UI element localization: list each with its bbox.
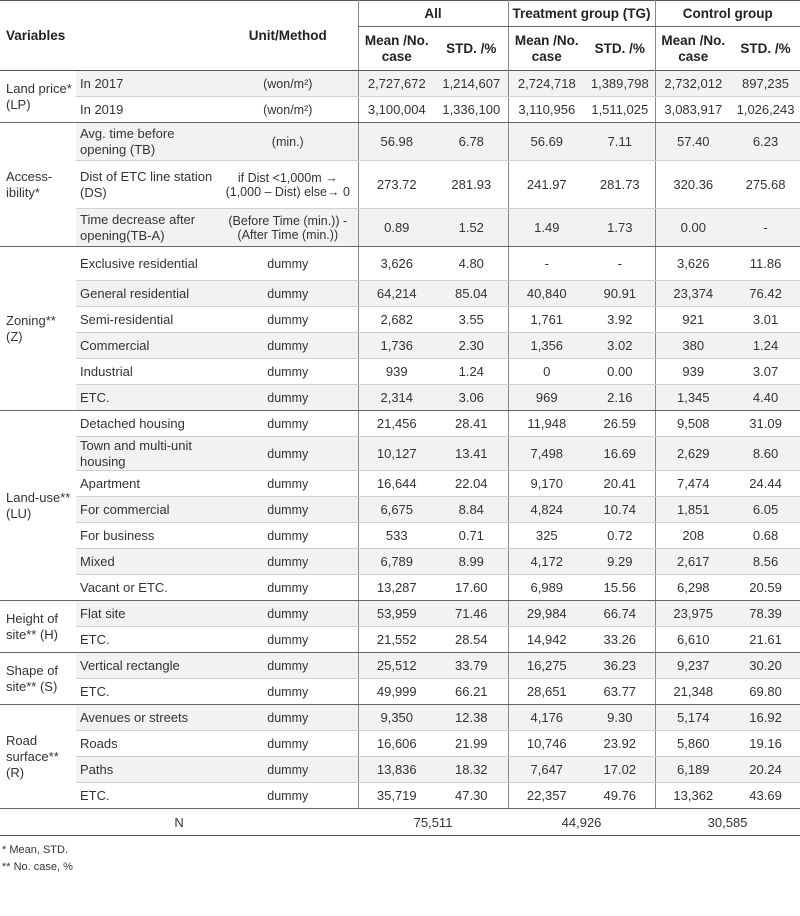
mean-cell: 5,174 — [655, 705, 731, 731]
table-row — [0, 627, 800, 653]
table-row — [0, 281, 800, 307]
std-cell: 21.99 — [435, 731, 508, 757]
mean-cell: 0.89 — [358, 209, 435, 247]
mean-cell: 2,724,718 — [508, 71, 585, 97]
std-cell: 78.39 — [731, 601, 800, 627]
variable-sub-label: Industrial — [76, 359, 218, 385]
mean-cell: 57.40 — [655, 123, 731, 161]
table-row — [0, 385, 800, 411]
std-cell: 66.74 — [585, 601, 655, 627]
variable-sub-label: Exclusive residential — [76, 247, 218, 281]
mean-cell: 56.69 — [508, 123, 585, 161]
std-cell: 22.04 — [435, 471, 508, 497]
variable-sub-label: ETC. — [76, 627, 218, 653]
std-cell: 6.05 — [731, 497, 800, 523]
table-row — [0, 601, 800, 627]
unit-method-cell: dummy — [218, 437, 358, 471]
variable-sub-label: ETC. — [76, 783, 218, 809]
variable-sub-label: ETC. — [76, 679, 218, 705]
mean-cell: 9,237 — [655, 653, 731, 679]
mean-cell: 13,362 — [655, 783, 731, 809]
unit-method-cell: if Dist <1,000m → (1,000 – Dist) else→ 0 — [218, 161, 358, 209]
mean-cell: 1,851 — [655, 497, 731, 523]
mean-cell: 325 — [508, 523, 585, 549]
std-cell: 1,389,798 — [585, 71, 655, 97]
std-cell: 281.93 — [435, 161, 508, 209]
std-cell: 17.02 — [585, 757, 655, 783]
mean-cell: 2,727,672 — [358, 71, 435, 97]
std-cell: 90.91 — [585, 281, 655, 307]
mean-cell: 29,984 — [508, 601, 585, 627]
variable-group-label: Shape of site** (S) — [0, 653, 76, 705]
mean-cell: 21,348 — [655, 679, 731, 705]
mean-cell: 921 — [655, 307, 731, 333]
table-row — [0, 333, 800, 359]
table-row — [0, 247, 800, 281]
std-cell: - — [585, 247, 655, 281]
variable-sub-label: ETC. — [76, 385, 218, 411]
header-std: STD. /% — [446, 40, 497, 56]
footnotes — [0, 842, 800, 876]
mean-cell: 1.49 — [508, 209, 585, 247]
mean-cell: 7,498 — [508, 437, 585, 471]
mean-cell: 2,629 — [655, 437, 731, 471]
std-cell: 0.71 — [435, 523, 508, 549]
std-cell: 3.92 — [585, 307, 655, 333]
header-variables: Variables — [0, 1, 218, 71]
mean-cell: 25,512 — [358, 653, 435, 679]
mean-cell: 28,651 — [508, 679, 585, 705]
mean-cell: 7,647 — [508, 757, 585, 783]
std-cell: 49.76 — [585, 783, 655, 809]
variable-sub-label: Roads — [76, 731, 218, 757]
std-cell: 21.61 — [731, 627, 800, 653]
mean-cell: 1,736 — [358, 333, 435, 359]
table-row — [0, 731, 800, 757]
std-cell: 4.80 — [435, 247, 508, 281]
variable-sub-label: Paths — [76, 757, 218, 783]
std-cell: 31.09 — [731, 411, 800, 437]
unit-method-cell: dummy — [218, 783, 358, 809]
std-cell: 1,511,025 — [585, 97, 655, 123]
mean-cell: 49,999 — [358, 679, 435, 705]
unit-method-cell: dummy — [218, 549, 358, 575]
unit-method-cell: dummy — [218, 523, 358, 549]
std-cell: 8.99 — [435, 549, 508, 575]
mean-cell: 22,357 — [508, 783, 585, 809]
variable-sub-label: In 2017 — [76, 71, 218, 97]
unit-method-cell: (min.) — [218, 123, 358, 161]
std-cell: 1,214,607 — [435, 71, 508, 97]
mean-cell: 2,682 — [358, 307, 435, 333]
std-cell: 17.60 — [435, 575, 508, 601]
std-cell: - — [731, 209, 800, 247]
std-cell: 18.32 — [435, 757, 508, 783]
mean-cell: 11,948 — [508, 411, 585, 437]
mean-cell: 21,456 — [358, 411, 435, 437]
variable-group-label: Land price* (LP) — [0, 71, 76, 123]
unit-method-cell: dummy — [218, 731, 358, 757]
mean-cell: 6,610 — [655, 627, 731, 653]
mean-cell: 23,374 — [655, 281, 731, 307]
mean-cell: 53,959 — [358, 601, 435, 627]
table-row — [0, 71, 800, 97]
variable-sub-label: Avenues or streets — [76, 705, 218, 731]
mean-cell: 1,761 — [508, 307, 585, 333]
mean-cell: 273.72 — [358, 161, 435, 209]
mean-cell: 16,275 — [508, 653, 585, 679]
n-cg-value: 30,585 — [655, 809, 800, 836]
mean-cell: 533 — [358, 523, 435, 549]
std-cell: 0.68 — [731, 523, 800, 549]
std-cell: 3.06 — [435, 385, 508, 411]
mean-cell: 21,552 — [358, 627, 435, 653]
unit-method-cell: dummy — [218, 627, 358, 653]
header-control-group: Control group — [655, 1, 800, 27]
table-row — [0, 497, 800, 523]
mean-cell: 9,508 — [655, 411, 731, 437]
std-cell: 897,235 — [731, 71, 800, 97]
mean-cell: 64,214 — [358, 281, 435, 307]
std-cell: 3.02 — [585, 333, 655, 359]
variable-group-label: Access-ibility* — [0, 123, 76, 247]
std-cell: 12.38 — [435, 705, 508, 731]
std-cell: 47.30 — [435, 783, 508, 809]
mean-cell: 1,356 — [508, 333, 585, 359]
variable-sub-label: For commercial — [76, 497, 218, 523]
unit-method-cell: dummy — [218, 359, 358, 385]
std-cell: 26.59 — [585, 411, 655, 437]
unit-method-cell: dummy — [218, 653, 358, 679]
mean-cell: 2,617 — [655, 549, 731, 575]
std-cell: 9.30 — [585, 705, 655, 731]
std-cell: 23.92 — [585, 731, 655, 757]
mean-cell: 10,746 — [508, 731, 585, 757]
std-cell: 275.68 — [731, 161, 800, 209]
mean-cell: 6,789 — [358, 549, 435, 575]
mean-cell: 0.00 — [655, 209, 731, 247]
std-cell: 28.41 — [435, 411, 508, 437]
variable-sub-label: Semi-residential — [76, 307, 218, 333]
std-cell: 76.42 — [731, 281, 800, 307]
std-cell: 43.69 — [731, 783, 800, 809]
unit-method-cell: dummy — [218, 385, 358, 411]
header-unit-method: Unit/Method — [218, 1, 358, 71]
std-cell: 1,026,243 — [731, 97, 800, 123]
std-cell: 16.92 — [731, 705, 800, 731]
std-cell: 71.46 — [435, 601, 508, 627]
table-row — [0, 359, 800, 385]
mean-cell: 2,732,012 — [655, 71, 731, 97]
std-cell: 1.73 — [585, 209, 655, 247]
std-cell: 20.24 — [731, 757, 800, 783]
table-row — [0, 97, 800, 123]
mean-cell: 6,298 — [655, 575, 731, 601]
variable-sub-label: Detached housing — [76, 411, 218, 437]
unit-method-cell: dummy — [218, 471, 358, 497]
mean-cell: 35,719 — [358, 783, 435, 809]
variable-group-label: Zoning** (Z) — [0, 247, 76, 411]
table-row — [0, 523, 800, 549]
mean-cell: 13,287 — [358, 575, 435, 601]
treatment-group-label: Treatment group (TG) — [512, 6, 651, 21]
std-cell: 3.01 — [731, 307, 800, 333]
std-cell: 4.40 — [731, 385, 800, 411]
header-mean: Mean /No. case — [508, 27, 585, 71]
std-cell: 33.26 — [585, 627, 655, 653]
mean-cell: 2,314 — [358, 385, 435, 411]
table-row — [0, 783, 800, 809]
std-cell: 1.24 — [731, 333, 800, 359]
std-cell: 9.29 — [585, 549, 655, 575]
std-cell: 2.16 — [585, 385, 655, 411]
mean-cell: 241.97 — [508, 161, 585, 209]
mean-cell: 208 — [655, 523, 731, 549]
header-mean: Mean /No. case — [358, 27, 435, 71]
mean-cell: 0 — [508, 359, 585, 385]
mean-cell: 3,083,917 — [655, 97, 731, 123]
std-cell: 2.30 — [435, 333, 508, 359]
std-cell: 33.79 — [435, 653, 508, 679]
std-cell: 30.20 — [731, 653, 800, 679]
header-std: STD. /% — [594, 40, 645, 56]
footnote-1: * Mean, STD. — [2, 844, 69, 856]
mean-cell: 10,127 — [358, 437, 435, 471]
unit-method-cell: dummy — [218, 679, 358, 705]
mean-cell: 16,606 — [358, 731, 435, 757]
unit-method-cell: (won/m²) — [218, 97, 358, 123]
std-cell: 69.80 — [731, 679, 800, 705]
mean-cell: 9,350 — [358, 705, 435, 731]
variable-sub-label: Vertical rectangle — [76, 653, 218, 679]
mean-cell: 14,942 — [508, 627, 585, 653]
std-cell: 8.60 — [731, 437, 800, 471]
unit-method-cell: dummy — [218, 757, 358, 783]
mean-cell: 13,836 — [358, 757, 435, 783]
std-cell: 1,336,100 — [435, 97, 508, 123]
header-std: STD. /% — [740, 40, 791, 56]
mean-cell: 1,345 — [655, 385, 731, 411]
unit-method-cell: dummy — [218, 497, 358, 523]
mean-cell: 3,110,956 — [508, 97, 585, 123]
unit-method-cell: dummy — [218, 575, 358, 601]
variable-sub-label: Mixed — [76, 549, 218, 575]
std-cell: 8.56 — [731, 549, 800, 575]
mean-cell: 23,975 — [655, 601, 731, 627]
std-cell: 11.86 — [731, 247, 800, 281]
mean-cell: 56.98 — [358, 123, 435, 161]
mean-cell: 380 — [655, 333, 731, 359]
mean-cell: 3,100,004 — [358, 97, 435, 123]
std-cell: 24.44 — [731, 471, 800, 497]
variable-sub-label: Time decrease after opening(TB-A) — [76, 209, 218, 247]
table-row — [0, 757, 800, 783]
variable-sub-label: Flat site — [76, 601, 218, 627]
table-row — [0, 679, 800, 705]
table-row — [0, 575, 800, 601]
mean-cell: 4,172 — [508, 549, 585, 575]
std-cell: 63.77 — [585, 679, 655, 705]
variable-sub-label: Avg. time before opening (TB) — [76, 123, 218, 161]
table-row — [0, 653, 800, 679]
mean-cell: 7,474 — [655, 471, 731, 497]
table-row — [0, 307, 800, 333]
table-row — [0, 411, 800, 437]
mean-cell: 939 — [655, 359, 731, 385]
std-cell: 28.54 — [435, 627, 508, 653]
variable-group-label: Land-use** (LU) — [0, 411, 76, 601]
std-cell: 0.72 — [585, 523, 655, 549]
n-label: N — [0, 809, 358, 836]
std-cell: 1.24 — [435, 359, 508, 385]
std-cell: 10.74 — [585, 497, 655, 523]
table-row — [0, 123, 800, 161]
unit-method-cell: dummy — [218, 247, 358, 281]
variable-sub-label: Commercial — [76, 333, 218, 359]
table-row — [0, 705, 800, 731]
mean-cell: 16,644 — [358, 471, 435, 497]
variable-group-label: Road surface** (R) — [0, 705, 76, 809]
std-cell: 6.78 — [435, 123, 508, 161]
variable-sub-label: In 2019 — [76, 97, 218, 123]
mean-cell: 6,989 — [508, 575, 585, 601]
table-row — [0, 549, 800, 575]
mean-cell: 5,860 — [655, 731, 731, 757]
std-cell: 8.84 — [435, 497, 508, 523]
variable-sub-label: Town and multi-unit housing — [76, 437, 218, 471]
std-cell: 281.73 — [585, 161, 655, 209]
std-cell: 66.21 — [435, 679, 508, 705]
unit-method-cell: dummy — [218, 333, 358, 359]
std-cell: 16.69 — [585, 437, 655, 471]
std-cell: 19.16 — [731, 731, 800, 757]
unit-method-cell: dummy — [218, 705, 358, 731]
header-treatment-group — [508, 1, 655, 27]
mean-cell: 4,176 — [508, 705, 585, 731]
table-row — [0, 209, 800, 247]
variable-sub-label: Vacant or ETC. — [76, 575, 218, 601]
n-all-value: 75,511 — [358, 809, 508, 836]
std-cell: 85.04 — [435, 281, 508, 307]
std-cell: 3.07 — [731, 359, 800, 385]
mean-cell: 6,189 — [655, 757, 731, 783]
variable-sub-label: Dist of ETC line station (DS) — [76, 161, 218, 209]
variable-sub-label: General residential — [76, 281, 218, 307]
n-tg-value: 44,926 — [508, 809, 655, 836]
table-row — [0, 161, 800, 209]
mean-cell: 320.36 — [655, 161, 731, 209]
std-cell: 20.41 — [585, 471, 655, 497]
std-cell: 6.23 — [731, 123, 800, 161]
n-row — [0, 809, 800, 836]
mean-cell: 3,626 — [655, 247, 731, 281]
footnote-2: ** No. case, % — [2, 861, 73, 873]
variable-sub-label: Apartment — [76, 471, 218, 497]
mean-cell: 4,824 — [508, 497, 585, 523]
std-cell: 1.52 — [435, 209, 508, 247]
std-cell: 3.55 — [435, 307, 508, 333]
mean-cell: 6,675 — [358, 497, 435, 523]
header-all: All — [358, 1, 508, 27]
unit-method-cell: dummy — [218, 411, 358, 437]
std-cell: 36.23 — [585, 653, 655, 679]
header-mean: Mean /No. case — [655, 27, 731, 71]
variable-group-label: Height of site** (H) — [0, 601, 76, 653]
mean-cell: 3,626 — [358, 247, 435, 281]
unit-method-cell: dummy — [218, 307, 358, 333]
unit-method-cell: (Before Time (min.)) - (After Time (min.)) — [218, 209, 358, 247]
mean-cell: - — [508, 247, 585, 281]
std-cell: 0.00 — [585, 359, 655, 385]
unit-method-cell: (won/m²) — [218, 71, 358, 97]
unit-method-cell: dummy — [218, 281, 358, 307]
variable-sub-label: For business — [76, 523, 218, 549]
mean-cell: 9,170 — [508, 471, 585, 497]
mean-cell: 40,840 — [508, 281, 585, 307]
std-cell: 13.41 — [435, 437, 508, 471]
unit-method-cell: dummy — [218, 601, 358, 627]
table-row — [0, 437, 800, 471]
std-cell: 20.59 — [731, 575, 800, 601]
mean-cell: 969 — [508, 385, 585, 411]
mean-cell: 939 — [358, 359, 435, 385]
table-row — [0, 471, 800, 497]
std-cell: 7.11 — [585, 123, 655, 161]
std-cell: 15.56 — [585, 575, 655, 601]
